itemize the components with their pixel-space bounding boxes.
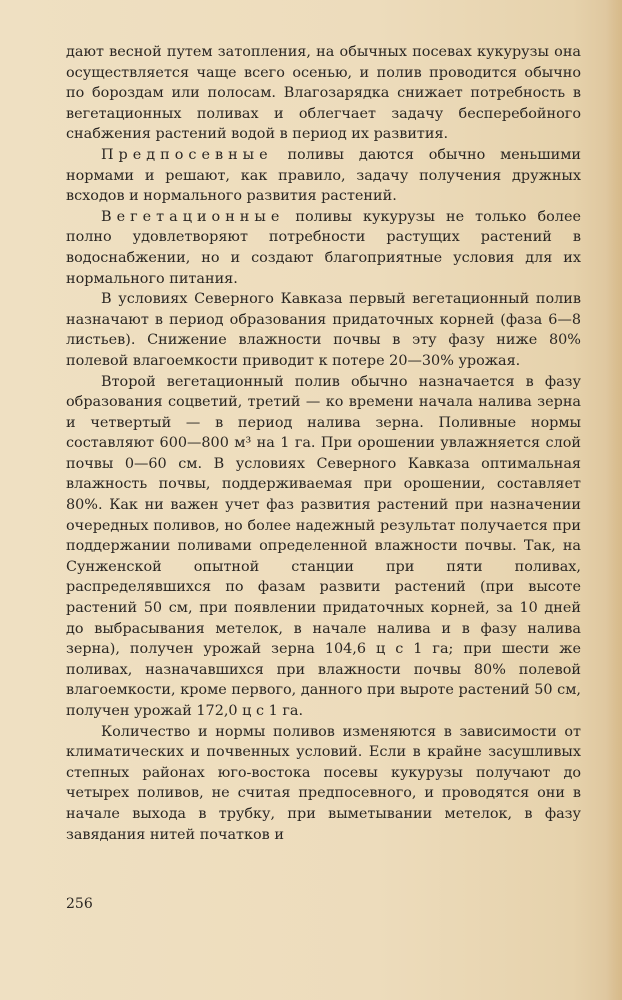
- paragraph-text: В условиях Северного Кавказа первый вегетационный полив назначают в период образования придаточных корней (фаза 6—8 листьев). Снижение влажности почвы в эту фазу ниже 80% полевой влагоемкости приводит к потере 20—30% урожая.: [66, 291, 581, 369]
- paragraph-irrigation-quantity: [66, 722, 581, 846]
- spaced-term-vegetation: Вегетационные: [101, 208, 285, 225]
- page-number: 256: [66, 896, 93, 912]
- spaced-term-presowing: Предпосевные: [101, 146, 273, 163]
- paragraph-second-irrigation: [66, 372, 581, 722]
- paragraph-presowing-irrigation: [66, 145, 581, 207]
- paragraph-north-caucasus: [66, 289, 581, 371]
- body-text: [66, 42, 581, 845]
- paragraph-irrigation-recharge: [66, 42, 581, 145]
- paragraph-text: Второй вегетационный полив обычно назначается в фазу образования соцветий, третий — ко времени начала налива зерна и четвертый — в период налива зерна. Поливные нормы составляют 600—800 м³ на 1 га. При орошении увлажняется слой почвы 0—60 см. В условиях Северного Кавказа оптимальная влажность почвы, поддерживаемая при орошении, составляет 80%. Как ни важен учет фаз развития растений при назначении очередных поливов, но более надежный результат получается при поддержании поливами определенной влажности почвы. Так, на Сунженской опытной станции при пяти поливах, распределявшихся по фазам развити растений (при высоте растений 50 см, при появлении придаточных корней, за 10 дней до выбрасывания метелок, в начале налива и в фазу налива зерна), получен урожай зерна 104,6 ц с 1 га; при шести же поливах, назначавшихся при влажности почвы 80% полевой влагоемкости, кроме первого, данного при выроте растений 50 см, получен урожай 172,0 ц с 1 га.: [66, 373, 581, 719]
- paragraph-text: Количество и нормы поливов изменяются в зависимости от климатических и почвенных условий. Если в крайне засушливых степных районах юго-востока посевы кукурузы получают до четырех поливов, не считая предпосевного, и проводятся они в начале выхода в трубку, при выметывании метелок, в фазу завядания нитей початков и: [66, 723, 581, 843]
- paragraph-text: поливы даются обычно меньшими нормами и решают, как правило, задачу получения дружных всходов и нормального развития растений.: [66, 146, 581, 205]
- paragraph-text: поливы кукурузы не только более полно удовлетворяют потребности растущих растений в водоснабжении, но и создают благоприятные условия для их нормального питания.: [66, 208, 581, 287]
- paragraph-text: дают весной путем затопления, на обычных посевах кукурузы она осуществляется чаще всего осенью, и полив проводится обычно по бороздам или полосам. Влагозарядка снижает потребность в вегетационных поливах и облегчает задачу бесперебойного снабжения растений водой в период их развития.: [66, 44, 581, 143]
- paragraph-vegetation-irrigation: [66, 207, 581, 289]
